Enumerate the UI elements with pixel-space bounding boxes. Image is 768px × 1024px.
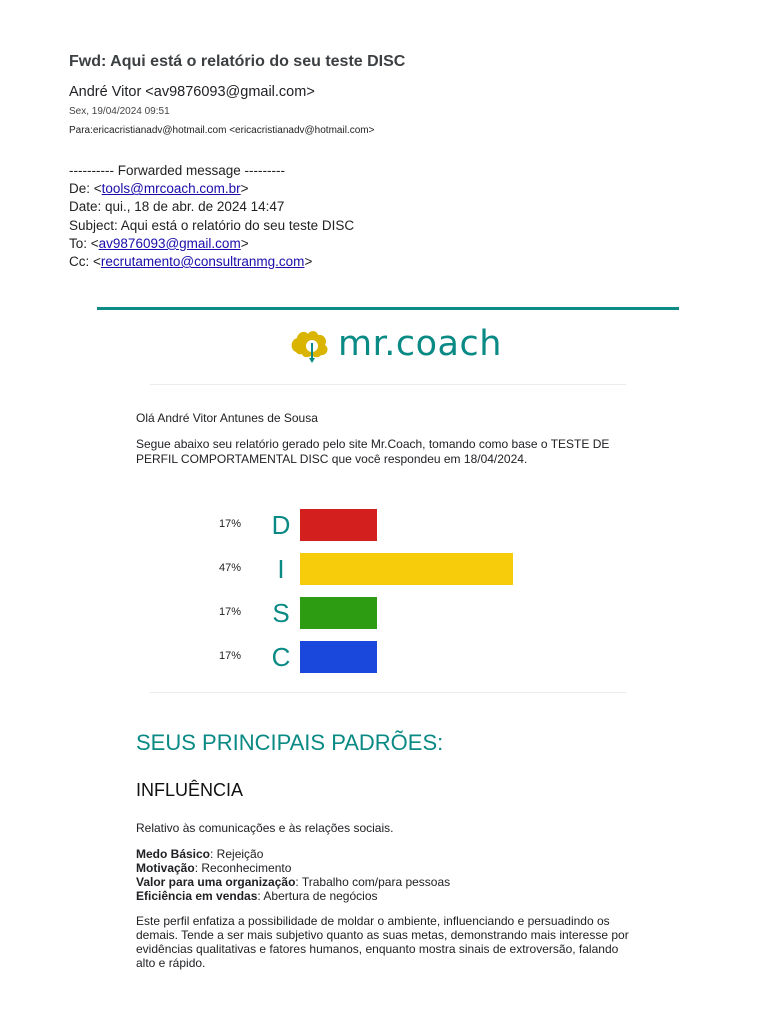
forwarded-subject: Subject: Aqui está o relatório do seu teste DISC <box>69 217 355 233</box>
disc-bar-d <box>300 509 377 541</box>
attr-motivacao <box>136 861 450 875</box>
attr-motivacao-label: Motivação <box>136 861 195 875</box>
forwarded-to-label: To: < <box>69 235 99 251</box>
coach-brain-icon <box>290 324 334 364</box>
chart-divider <box>150 692 626 693</box>
forwarded-from-link[interactable]: tools@mrcoach.com.br <box>101 181 241 197</box>
logo-divider <box>150 384 626 385</box>
forwarded-header: ---------- Forwarded message --------- <box>69 163 285 178</box>
forwarded-cc-end: > <box>304 254 313 270</box>
profile-title: INFLUÊNCIA <box>136 780 244 800</box>
forwarded-cc-label: Cc: < <box>69 254 101 270</box>
email-sender: André Vitor <av9876093@gmail.com> <box>69 84 315 100</box>
profile-attributes <box>136 847 450 903</box>
attr-medo-label: Medo Básico <box>136 847 211 861</box>
intro-paragraph: Segue abaixo seu relatório gerado pelo site Mr.Coach, tomando como base o TESTE DE PERFIL COMPORTAMENTAL DISC que você respondeu em 18/04/2024. <box>136 437 610 466</box>
header-divider <box>97 307 679 310</box>
attr-medo <box>136 847 450 861</box>
attr-valor-value: : Trabalho com/para pessoas <box>295 875 451 889</box>
disc-letter-i: I <box>277 554 285 584</box>
logo-text: mr.coach <box>338 324 502 364</box>
attr-valor-label: Valor para uma organização <box>136 875 296 889</box>
profile-relation: Relativo às comunicações e às relações sociais. <box>136 821 394 835</box>
disc-bar-i <box>300 553 513 585</box>
attr-medo-value: : Rejeição <box>210 847 264 861</box>
mrcoach-logo <box>290 322 502 366</box>
disc-bar-c <box>300 641 377 673</box>
forwarded-from-label: De: < <box>69 181 102 197</box>
disc-letter-c: C <box>271 642 291 672</box>
forwarded-from <box>69 180 354 198</box>
forwarded-to <box>69 235 354 253</box>
forwarded-to-end: > <box>240 235 249 251</box>
disc-pct-label-c: 17% <box>219 650 242 662</box>
forwarded-cc <box>69 253 354 271</box>
profile-description: Este perfil enfatiza a possibilidade de moldar o ambiente, influenciando e persuadindo os demais. Tende a ser mais subjetivo quanto as suas metas, demonstrando mais interesse por evidências qualitativas e fatores humanos, enquanto mostra sinais de extroversão, falando alto e rápido. <box>136 914 629 970</box>
attr-eficiencia-value: : Abertura de negócios <box>257 889 378 903</box>
disc-pct-label-i: 47% <box>219 562 242 574</box>
forwarded-cc-link[interactable]: recrutamento@consultranmg.com <box>100 254 305 270</box>
forwarded-from-end: > <box>240 181 249 197</box>
forwarded-block <box>69 162 354 271</box>
disc-pct-label-d: 17% <box>219 518 242 530</box>
email-date: Sex, 19/04/2024 09:51 <box>69 106 170 117</box>
email-subject: Fwd: Aqui está o relatório do seu teste DISC <box>69 53 406 70</box>
disc-bar-s <box>300 597 377 629</box>
greeting: Olá André Vitor Antunes de Sousa <box>136 411 318 425</box>
attr-valor <box>136 875 450 889</box>
attr-eficiencia-label: Eficiência em vendas <box>136 889 258 903</box>
disc-pct-label-s: 17% <box>219 606 242 618</box>
disc-letter-d: D <box>271 510 291 540</box>
email-recipient: Para:ericacristianadv@hotmail.com <ericacristianadv@hotmail.com> <box>69 125 375 136</box>
patterns-title: SEUS PRINCIPAIS PADRÕES: <box>136 730 444 755</box>
attr-eficiencia <box>136 889 450 903</box>
attr-motivacao-value: : Reconhecimento <box>194 861 292 875</box>
disc-letter-s: S <box>272 598 290 628</box>
forwarded-to-link[interactable]: av9876093@gmail.com <box>98 235 241 251</box>
forwarded-date: Date: qui., 18 de abr. de 2024 14:47 <box>69 199 285 215</box>
